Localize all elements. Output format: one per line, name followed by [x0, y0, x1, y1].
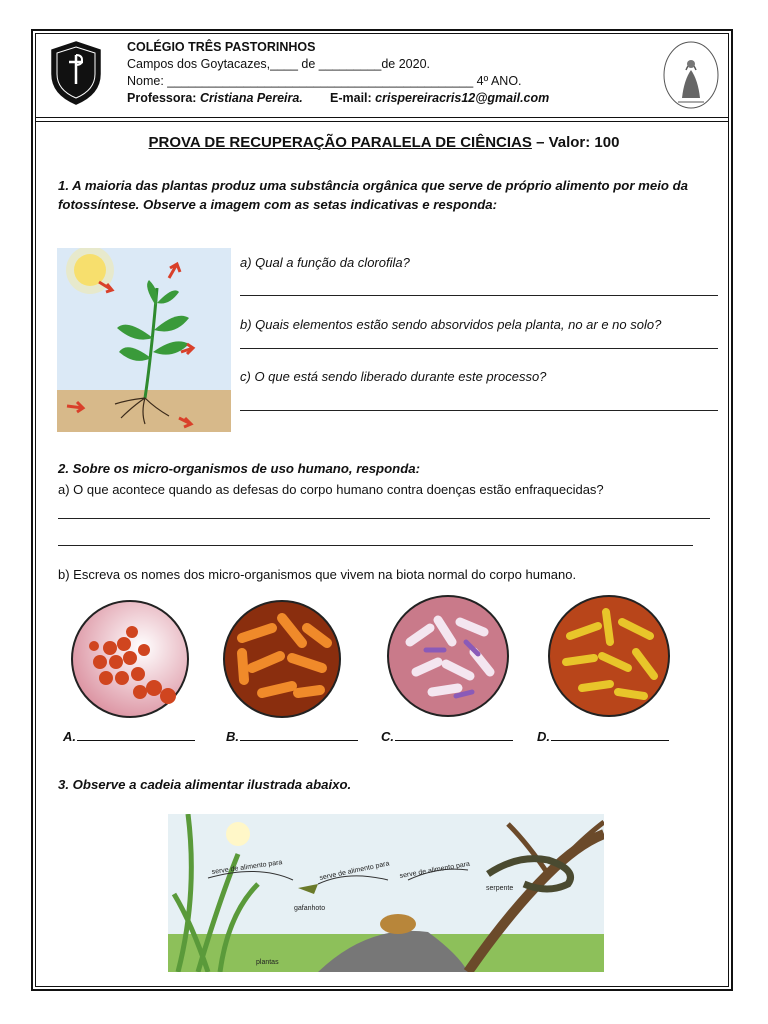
school-name: COLÉGIO TRÊS PASTORINHOS: [127, 40, 316, 54]
email-line: E-mail: crispereiracris12@gmail.com: [330, 91, 550, 105]
microorganism-image-d: [546, 592, 672, 720]
label-c: C.: [381, 728, 513, 744]
question-2a: a) O que acontece quando as defesas do corpo humano contra doenças estão enfraquecidas?: [58, 482, 604, 497]
gafanhoto-label: gafanhoto: [294, 905, 326, 912]
answer-blank-b[interactable]: [240, 728, 358, 741]
name-blank[interactable]: ____________________________________________: [167, 74, 474, 88]
question-1-text: 1. A maioria das plantas produz uma substância orgânica que serve de próprio alimento por meio da fotossíntese. Observe a imagem com as setas indicativas e responda:: [58, 178, 688, 212]
label-d: D.: [537, 728, 669, 744]
serpente-label: serpente: [486, 885, 514, 892]
microorganism-image-a: [70, 598, 190, 720]
answer-blank-c[interactable]: [395, 728, 513, 741]
answer-blank-a[interactable]: [77, 728, 195, 741]
question-3-text: 3. Observe a cadeia alimentar ilustrada abaixo.: [58, 777, 352, 792]
microorganism-image-b: [222, 598, 342, 720]
answer-line-1c[interactable]: [240, 410, 718, 411]
teacher-line: Professora: Cristiana Pereira.: [127, 91, 303, 105]
question-1b: b) Quais elementos estão sendo absorvidos pela planta, no ar e no solo?: [240, 317, 662, 332]
answer-line-1b[interactable]: [240, 348, 718, 349]
question-2b: b) Escreva os nomes dos micro-organismos que vivem na biota normal do corpo humano.: [58, 567, 577, 582]
question-2-text: 2. Sobre os micro-organismos de uso humano, responda:: [58, 461, 420, 476]
arrow-label-2: serve de alimento para: [318, 860, 391, 882]
email-address[interactable]: crispereiracris12@gmail.com: [375, 91, 550, 105]
arrow-label-1: serve de alimento para: [211, 859, 283, 876]
question-1a: a) Qual a função da clorofila?: [240, 255, 410, 270]
label-b: B.: [226, 728, 358, 744]
school-shield-logo: [48, 40, 104, 106]
answer-line-2a-2[interactable]: [58, 545, 693, 546]
microorganism-image-c: [386, 592, 510, 720]
question-1c: c) O que está sendo liberado durante este processo?: [240, 369, 547, 384]
name-line: Nome: ____________________________________________ 4º ANO.: [127, 74, 522, 88]
header-separator: [35, 117, 729, 122]
exam-title: PROVA DE RECUPERAÇÃO PARALELA DE CIÊNCIAS – Valor: 100: [148, 134, 620, 151]
date-line: Campos dos Goytacazes,____ de _________de 2020.: [127, 57, 431, 71]
answer-blank-d[interactable]: [551, 728, 669, 741]
food-chain-image: [168, 814, 604, 972]
arrow-label-3: serve de alimento para: [399, 860, 471, 880]
school-seal-logo: [662, 40, 720, 110]
answer-line-1a[interactable]: [240, 295, 718, 296]
label-a: A.: [63, 728, 195, 744]
plantas-label: plantas: [256, 959, 279, 966]
answer-line-2a-1[interactable]: [58, 518, 710, 519]
photosynthesis-plant-image: [57, 248, 231, 432]
